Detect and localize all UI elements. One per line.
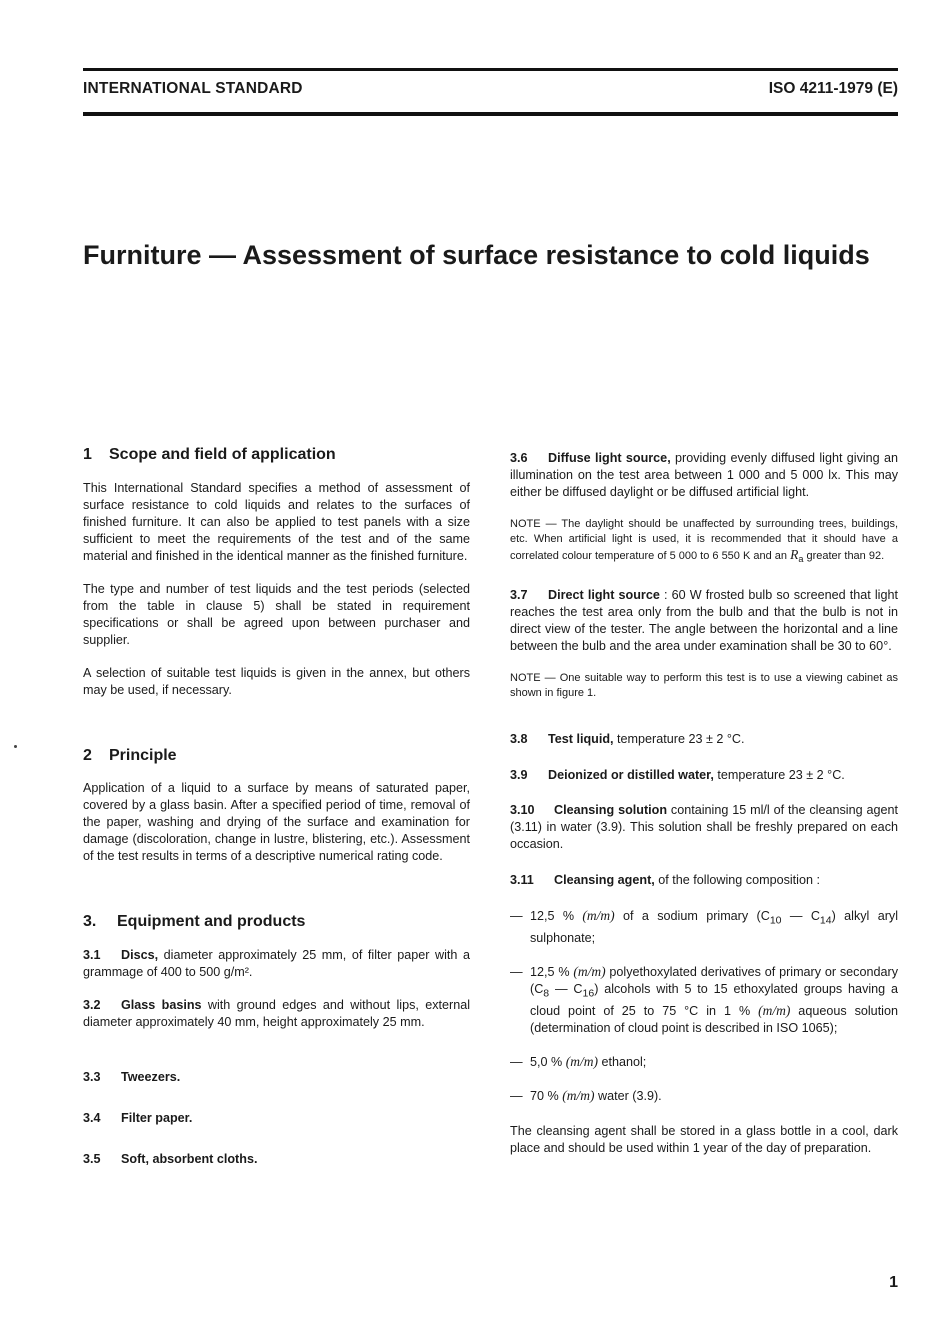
composition-text: ) alcohols with 5 to 15 ethoxylated groups having a cloud point of 25 to 75 °C in 1 % [530, 981, 899, 1019]
item-number: 3.3 [83, 1070, 101, 1084]
item-number: 3.8 [510, 732, 528, 747]
item-number: 3.7 [510, 588, 528, 603]
composition-text: 70 % [530, 1089, 563, 1104]
section-1-heading [83, 446, 470, 463]
composition-text: water (3.9). [594, 1089, 662, 1104]
page-number: 1 [889, 1274, 898, 1291]
item-term: Soft, absorbent cloths. [121, 1152, 258, 1166]
item-text: temperature 23 ± 2 °C. [713, 768, 845, 783]
item-text: containing 15 ml/l of the cleansing agent (3.11) in water (3.9). This solution shall be freshly prepared on each occasion. [510, 803, 898, 852]
mass-ratio: (m/m) [573, 963, 606, 979]
composition-text: ) alkyl aryl sulphonate; [530, 909, 898, 945]
item-term: Diffuse light source, [548, 451, 671, 465]
item-number: 3.9 [510, 768, 528, 783]
section-number: 3. [83, 913, 97, 930]
left-column [83, 446, 470, 1168]
composition-item-2 [510, 963, 898, 1038]
item-term: Test liquid, [548, 732, 614, 747]
item-term: Cleansing solution [554, 803, 668, 818]
subscript: 8 [543, 987, 550, 1000]
item-3-4 [83, 1110, 470, 1127]
document-title: Furniture — Assessment of surface resistance to cold liquids [83, 240, 870, 270]
item-text: temperature 23 ± 2 °C. [613, 732, 745, 747]
header-bottom-rule [83, 112, 898, 116]
header-standard-number: ISO 4211-1979 (E) [768, 80, 898, 97]
composition-text: — C [781, 909, 820, 924]
note-daylight [510, 517, 898, 567]
composition-text: of a sodium primary (C [614, 909, 770, 924]
section-1-paragraph-3: A selection of suitable test liquids is given in the annex, but others may be used, if necessary. [83, 666, 470, 697]
item-number: 3.10 [510, 803, 535, 818]
composition-text: 5,0 % [530, 1055, 566, 1070]
item-number: 3.11 [510, 873, 534, 888]
composition-text: polyethoxylated derivatives of primary or secondary (C [530, 964, 898, 996]
composition-text: 12,5 % [530, 909, 583, 924]
item-text: : 60 W frosted bulb so screened that light reaches the test area only from the bulb and that the bulb is not in direct view of the tester. The angle between the horizontal and a line between the bulb and the area under examination shall be 30 to 60°. [510, 588, 898, 654]
page-header [83, 76, 898, 106]
item-term: Deionized or distilled water, [548, 768, 714, 783]
subscript: 14 [819, 914, 832, 927]
item-3-6 [510, 450, 898, 501]
item-3-3 [83, 1069, 470, 1086]
item-number: 3.1 [83, 948, 101, 962]
composition-text: — C [549, 981, 583, 996]
item-term: Direct light source [548, 588, 660, 603]
item-number: 3.5 [83, 1152, 101, 1166]
item-3-5 [83, 1151, 470, 1168]
header-standard-label: INTERNATIONAL STANDARD [83, 80, 303, 97]
item-number: 3.2 [83, 998, 101, 1012]
item-term: Filter paper. [121, 1111, 193, 1125]
note-ra-subscript: a [798, 554, 804, 565]
item-number: 3.6 [510, 451, 528, 465]
item-text: with ground edges and without lips, external diameter approximately 40 mm, height approximately 25 mm. [83, 998, 471, 1029]
section-number: 2 [83, 747, 92, 764]
section-2-heading [83, 747, 470, 764]
mass-ratio: (m/m) [758, 1003, 791, 1019]
section-1-paragraph-1: This International Standard specifies a method of assessment of surface resistance to cold liquids and relates to the surfaces of finished furniture. It can also be applied to test panels with a size sufficient to meet the requirements of the test and of the same material and finished in the identical manner as the finished furniture. [83, 481, 470, 563]
note-ra-symbol: R [790, 547, 799, 562]
section-title: Scope and field of application [109, 446, 336, 463]
subscript: 10 [769, 914, 782, 927]
storage-paragraph: The cleansing agent shall be stored in a glass bottle in a cool, dark place and should be used within 1 year of the day of preparation. [510, 1124, 898, 1156]
margin-mark [14, 745, 17, 748]
dash-bullet: — [510, 1089, 523, 1104]
dash-bullet: — [510, 909, 523, 924]
right-column [510, 446, 898, 1157]
mass-ratio: (m/m) [562, 1088, 595, 1104]
item-term: Discs, [121, 948, 159, 962]
section-1-paragraph-2: The type and number of test liquids and the test periods (selected from the table in clause 5) shall be stated in requirement specifications or shall be agreed upon between purchaser and supplier. [83, 582, 470, 647]
dash-bullet: — [510, 1055, 523, 1070]
section-title: Principle [109, 747, 177, 764]
item-term: Cleansing agent, [554, 873, 655, 888]
note-text: NOTE — The daylight should be unaffected by surrounding trees, buildings, etc. When artificial light is used, it is recommended that it should have a correlated colour temperature of 5 000 to 6 550 K and an [510, 518, 898, 562]
item-number: 3.4 [83, 1111, 101, 1125]
item-text: diameter approximately 25 mm, of filter paper with a grammage of 400 to 500 g/m². [83, 948, 470, 979]
section-title: Equipment and products [117, 913, 306, 930]
dash-bullet: — [510, 964, 523, 979]
item-text: providing evenly diffused light giving an illumination on the test area between 1 000 and 5 000 lx. This may either be diffused daylight or be diffused artificial light. [510, 451, 899, 499]
subscript: 16 [582, 987, 595, 1000]
item-3-8 [510, 731, 898, 748]
section-3-heading [83, 913, 470, 930]
item-3-2 [83, 997, 470, 1031]
composition-text: aqueous solution (determination of cloud point is described in ISO 1065); [530, 1004, 898, 1036]
item-3-1 [83, 947, 470, 981]
composition-text: ethanol; [597, 1055, 647, 1070]
item-term: Glass basins [121, 998, 202, 1012]
composition-text: 12,5 % [530, 964, 574, 979]
header-top-rule [83, 68, 898, 71]
item-3-9 [510, 767, 898, 784]
section-2-paragraph-1: Application of a liquid to a surface by means of saturated paper, covered by a glass basin. After a specified period of time, removal of the paper, washing and drying of the surface and examination for damage (discoloration, change in lustre, blistering, etc.). Assessment of the test results in terms of a descriptive numerical rating code. [83, 781, 470, 863]
mass-ratio: (m/m) [565, 1054, 598, 1070]
composition-item-1 [510, 907, 898, 947]
item-term: Tweezers. [121, 1070, 181, 1084]
note-viewing-cabinet: NOTE — One suitable way to perform this test is to use a viewing cabinet as shown in figure 1. [510, 672, 898, 700]
item-3-10 [510, 802, 898, 853]
note-text-end: greater than 92. [803, 550, 885, 562]
section-number: 1 [83, 446, 92, 463]
item-text: of the following composition : [654, 873, 820, 888]
item-3-11 [510, 872, 898, 889]
mass-ratio: (m/m) [582, 908, 615, 924]
composition-item-3 [510, 1053, 898, 1071]
composition-item-4 [510, 1087, 898, 1105]
item-3-7 [510, 587, 898, 655]
